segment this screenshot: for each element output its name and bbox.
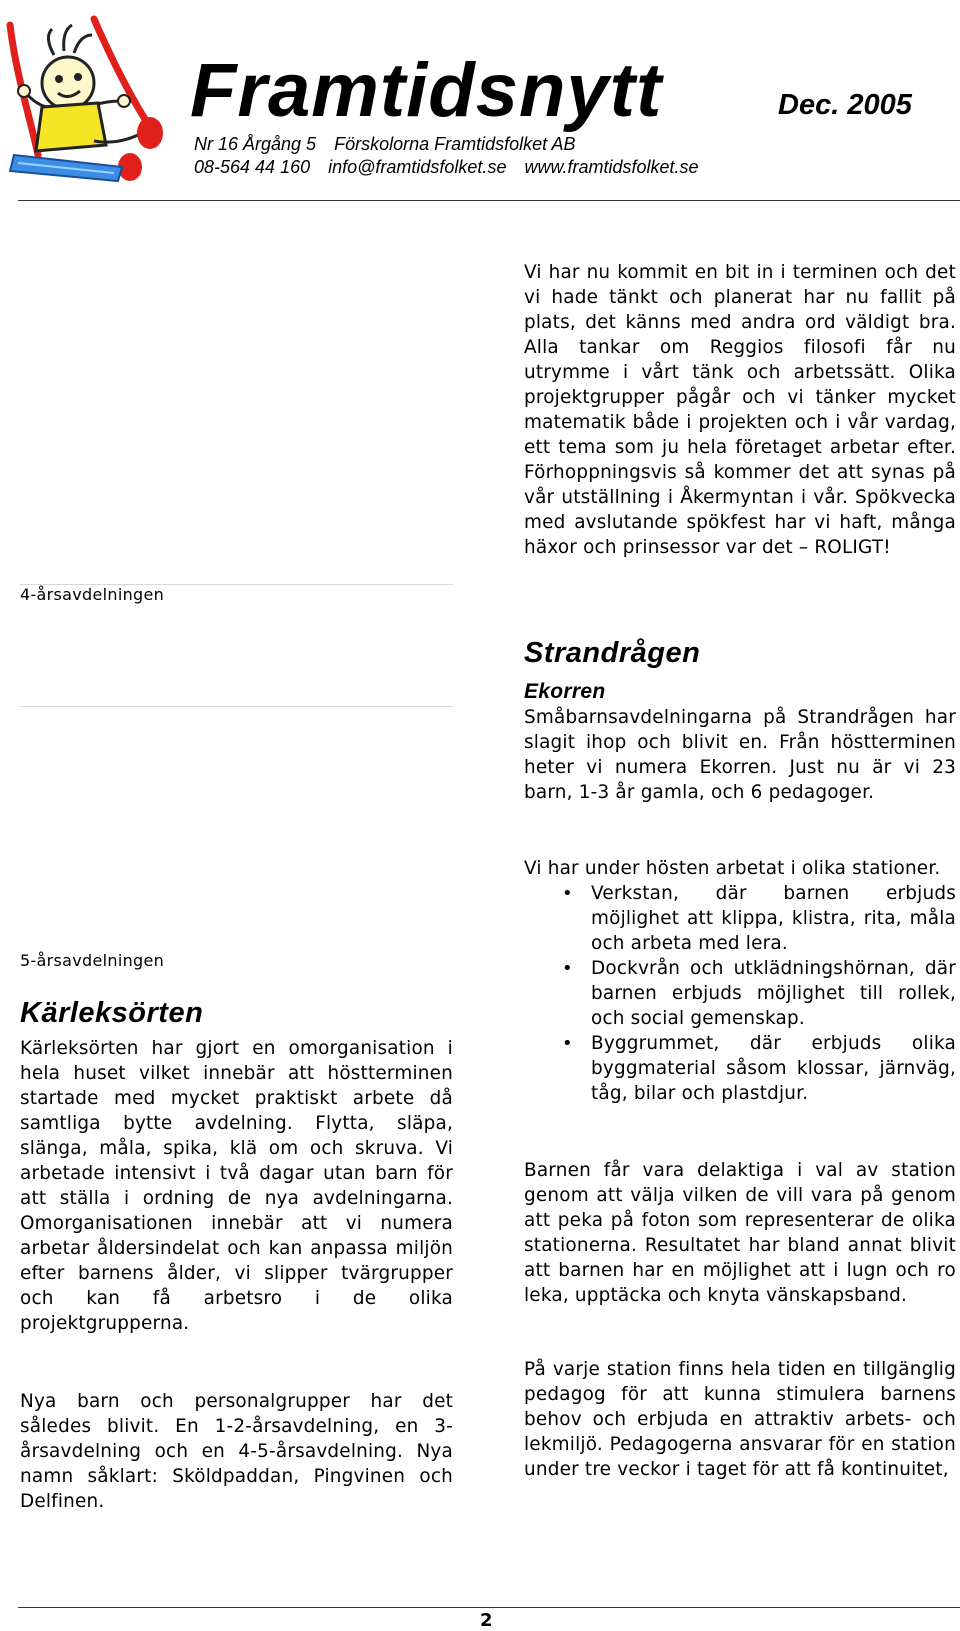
bullet-icon: • — [562, 1033, 573, 1054]
section-label-5ar: 5-årsavdelningen — [20, 951, 165, 970]
phone-number: 08-564 44 160 — [194, 157, 311, 177]
list-item — [524, 881, 956, 956]
stations-list — [524, 881, 956, 1106]
bullet-icon: • — [562, 958, 573, 979]
station-text: Dockvrån och utklädningshörnan, där barnen erbjuds möjlighet till rollek, och social gemenskap. — [591, 958, 956, 1029]
organization-name: Förskolorna Framtidsfolket AB — [334, 134, 576, 154]
bullet-icon: • — [562, 883, 573, 904]
station-staff-paragraph: På varje station finns hela tiden en tillgänglig pedagog för att kunna stimulera barnens behov och erbjuda en attraktiv arbets- och lekmiljö. Pedagogerna ansvarar för en station under tre veckor i taget för att få kontinuitet, — [524, 1359, 956, 1480]
station-choice-paragraph: Barnen får vara delaktiga i val av station genom att välja vilken de vill vara på genom att peka på foton som representerar de olika stationerna. Resultatet har bland annat blivit att barnen har en möjlighet att i lugn och ro leka, upptäcka och knyta vänskapsband. — [524, 1160, 956, 1306]
karleksorten-heading: Kärleksörten — [20, 997, 204, 1029]
section-label-4ar: 4-årsavdelningen — [20, 585, 165, 604]
issue-number: Nr 16 Årgång 5 — [194, 134, 317, 154]
email-link[interactable]: info@framtidsfolket.se — [328, 157, 507, 177]
website-link[interactable]: www.framtidsfolket.se — [524, 157, 699, 177]
contact-info — [194, 156, 717, 178]
header-divider — [18, 200, 960, 201]
child-on-swing-logo — [2, 5, 170, 191]
issue-info — [194, 133, 594, 155]
intro-paragraph: Vi har nu kommit en bit in i terminen och det vi hade tänkt och planerat har nu fallit på plats, det känns med andra ord väldigt bra. Alla tankar om Reggios filosofi får nu utrymme i vårt tänk och arbetssätt. Olika projektgrupper pågår och vi tänker mycket matematik både i projekten och i vår vardag, ett tema som ju hela företaget arbetar efter. Förhoppningsvis så kommer det att synas på vår utställning i Åkermyntan i vår. Spökvecka med avslutande spökfest har vi haft, många häxor och prinsessor var det – ROLIGT! — [524, 262, 956, 558]
ekorren-subheading: Ekorren — [524, 680, 606, 703]
page-number: 2 — [480, 1610, 493, 1631]
stations-section — [524, 856, 956, 1106]
strandragen-paragraph: Småbarnsavdelningarna på Strandrågen har slagit ihop och blivit en. Från höstterminen heter vi numera Ekorren. Just nu är vi 23 barn, 1-3 år gamla, och 6 pedagoger. — [524, 707, 956, 803]
list-item — [524, 1031, 956, 1106]
strandragen-heading: Strandrågen — [524, 637, 701, 669]
footer-divider — [18, 1607, 960, 1608]
station-text: Verkstan, där barnen erbjuds möjlighet att klippa, klistra, rita, måla och arbeta med lera. — [591, 883, 956, 954]
section-divider-bottom — [20, 706, 453, 707]
newsletter-title: Framtidsnytt — [190, 48, 663, 133]
groups-paragraph: Nya barn och personalgrupper har det således blivit. En 1-2-årsavdelning, en 3-årsavdelning och en 4-5-årsavdelning. Nya namn såklart: Sköldpaddan, Pingvinen och Delfinen. — [20, 1391, 453, 1512]
station-text: Byggrummet, där erbjuds olika byggmaterial såsom klossar, järnväg, tåg, bilar och plastdjur. — [591, 1033, 956, 1104]
stations-intro: Vi har under hösten arbetat i olika stationer. — [524, 858, 941, 879]
karleksorten-paragraph: Kärleksörten har gjort en omorganisation i hela huset vilket innebär att höstterminen startade med mycket praktiskt arbete då samtliga bytte avdelning. Flytta, släpa, slänga, måla, spika, klä om och skruva. Vi arbetade intensivt i två dagar utan barn för att ställa i ordning de nya avdelningarna. Omorganisationen innebär att vi numera arbetar åldersindelat och kan anpassa miljön efter barnens ålder, vi slipper tvärgrupper och kan få arbetsro i de olika projektgrupperna. — [20, 1038, 453, 1334]
list-item — [524, 956, 956, 1031]
issue-date: Dec. 2005 — [778, 89, 912, 121]
